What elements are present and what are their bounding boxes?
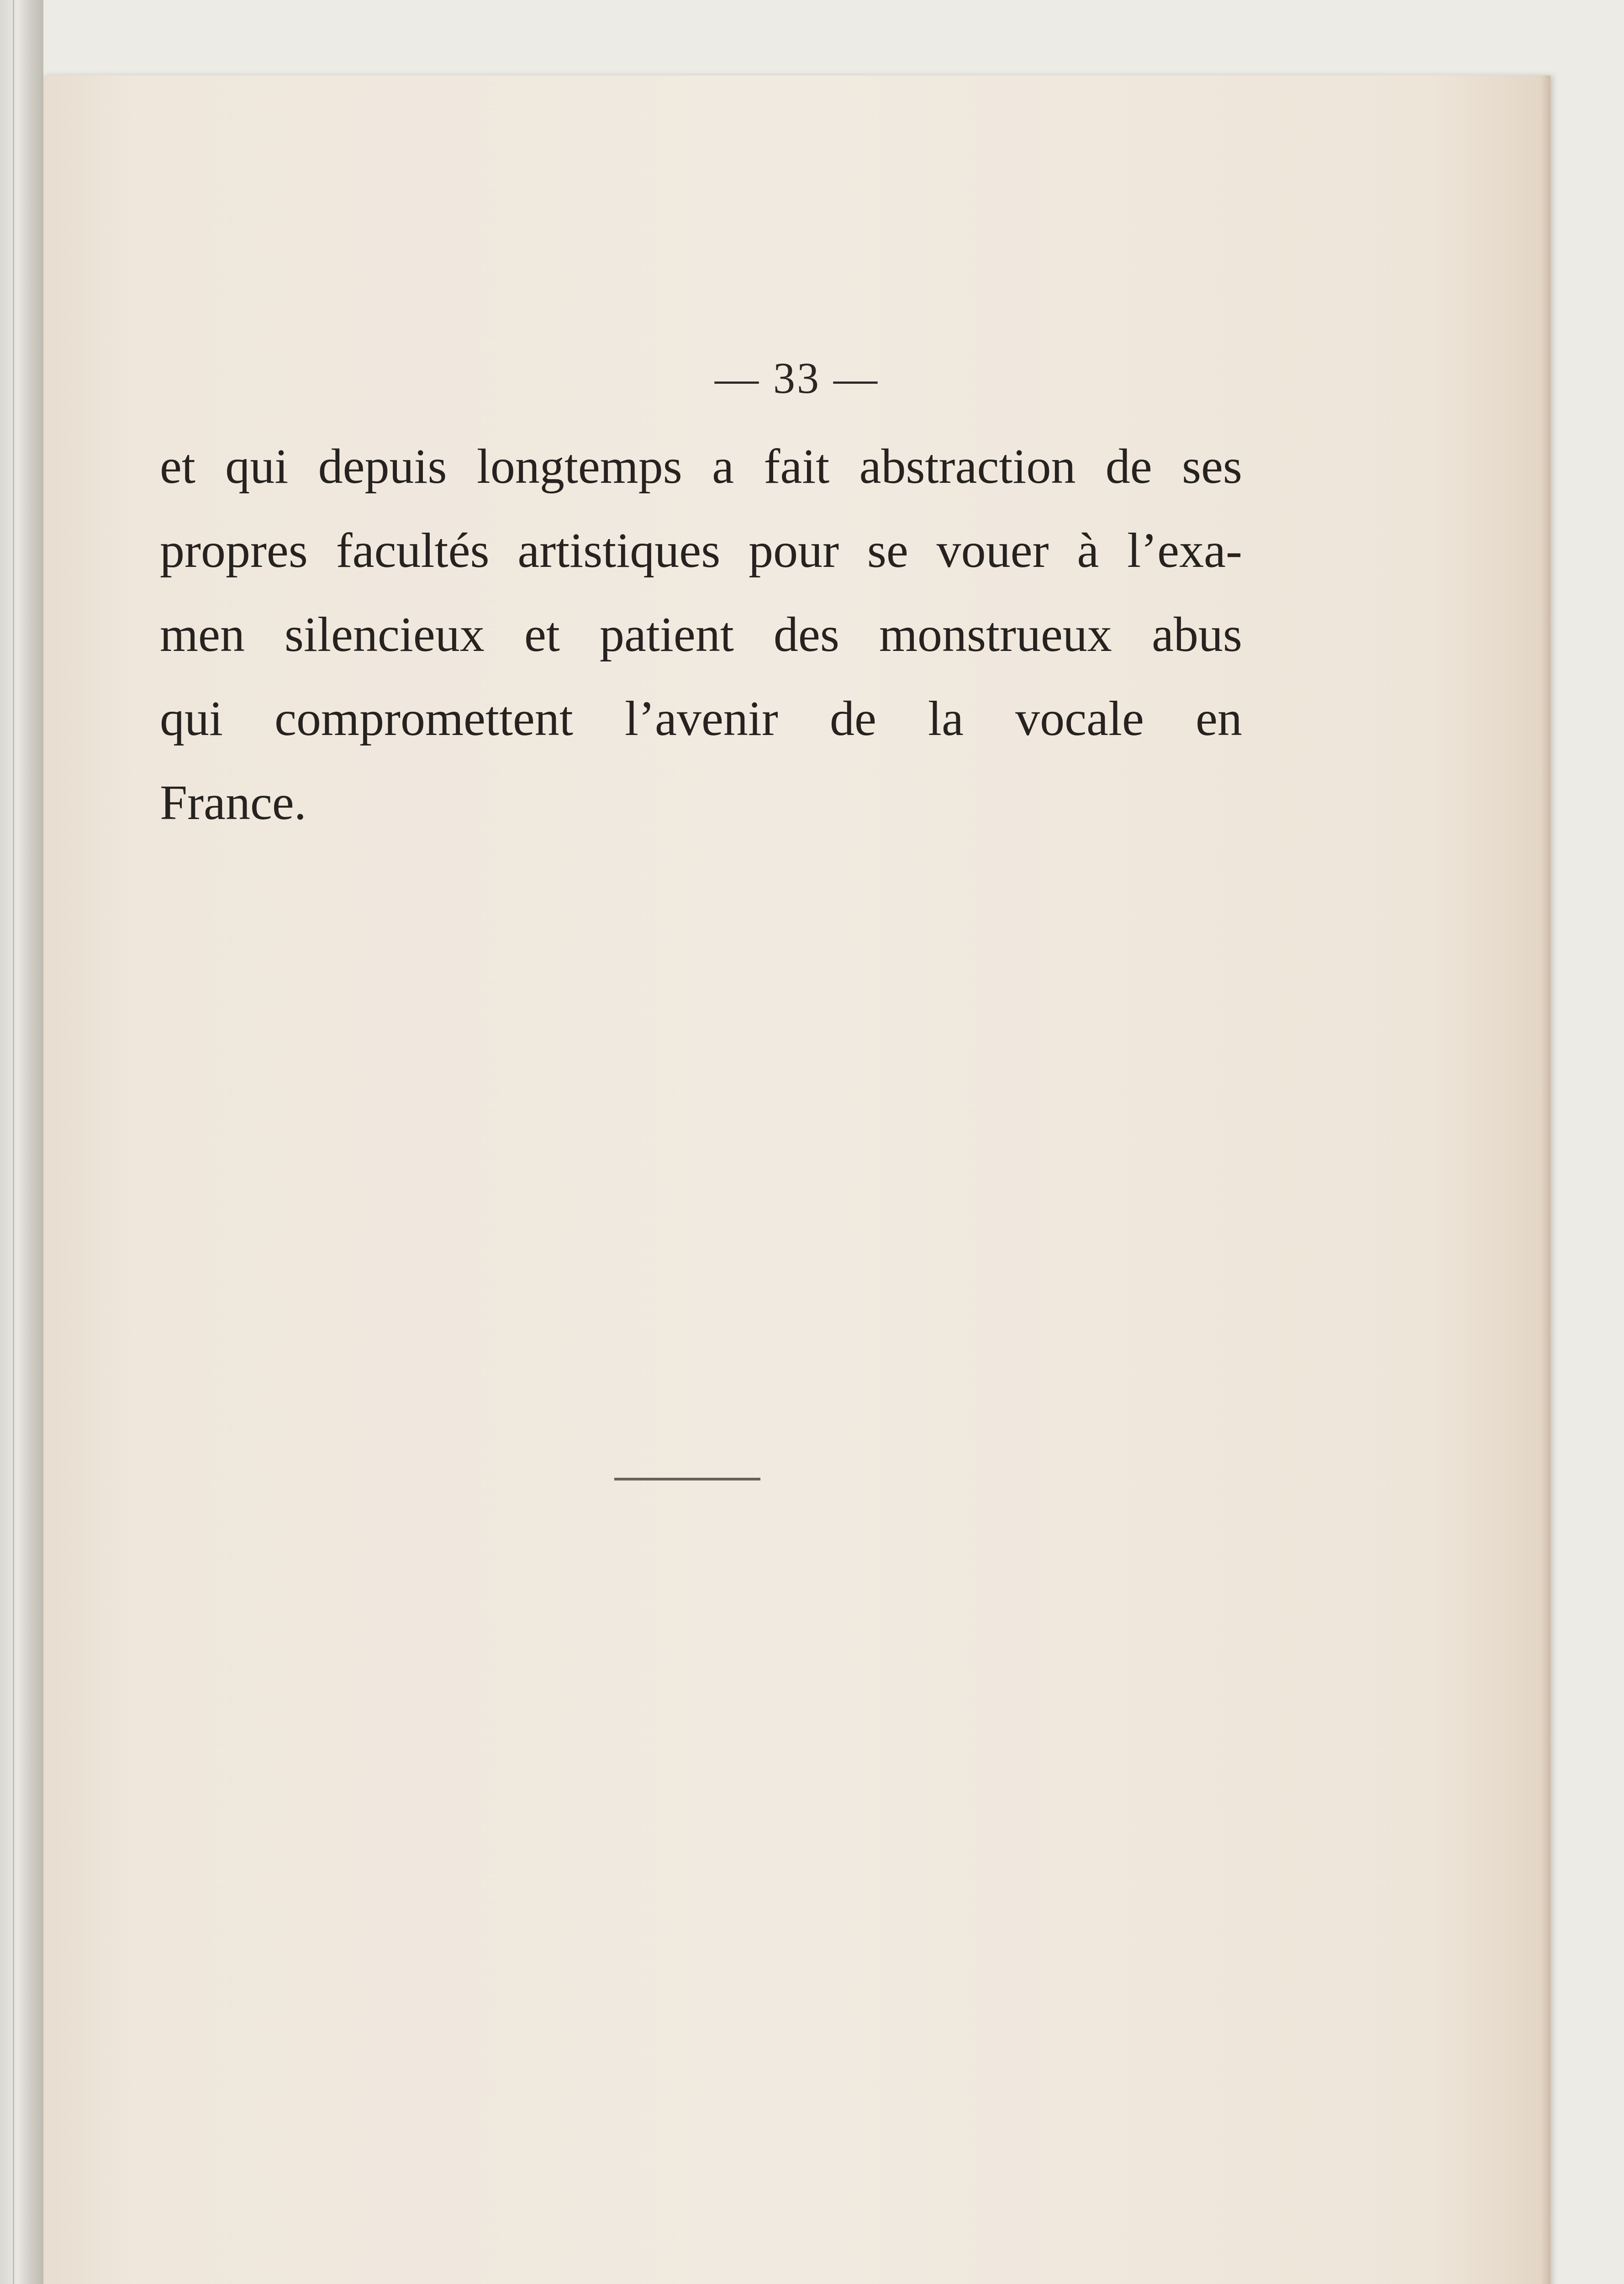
word: et — [160, 439, 195, 494]
word: pour — [749, 523, 839, 578]
word: des — [773, 608, 839, 662]
word: ses — [1181, 439, 1242, 494]
text-line — [160, 677, 1242, 761]
word: qui — [160, 692, 223, 746]
word: a — [712, 439, 734, 494]
word: France. — [160, 776, 306, 830]
word: et — [524, 608, 560, 662]
word: abstraction — [859, 439, 1076, 494]
text-line — [160, 593, 1242, 677]
word: monstrueux — [879, 608, 1112, 662]
word: silencieux — [285, 608, 485, 662]
word: patient — [599, 608, 734, 662]
word: à — [1077, 523, 1099, 578]
word: depuis — [318, 439, 447, 494]
word: artistiques — [517, 523, 721, 578]
word: vouer — [936, 523, 1049, 578]
book-page — [43, 75, 1550, 2284]
word: vocale — [1015, 692, 1144, 746]
book-spine — [0, 0, 43, 2284]
text-line — [160, 509, 1242, 593]
word: fait — [764, 439, 830, 494]
word: de — [1105, 439, 1152, 494]
word: facultés — [336, 523, 490, 578]
word: l’exa- — [1127, 523, 1242, 578]
word: propres — [160, 523, 308, 578]
page-edge — [1540, 75, 1550, 2284]
word: men — [160, 608, 245, 662]
word: l’avenir — [625, 692, 778, 746]
spine-edge-line — [13, 0, 14, 2284]
word: compromettent — [274, 692, 573, 746]
word: la — [928, 692, 964, 746]
word: de — [829, 692, 876, 746]
word: abus — [1151, 608, 1242, 662]
word: en — [1196, 692, 1242, 746]
text-line — [160, 761, 1242, 845]
word: qui — [225, 439, 289, 494]
bleed-through-rule — [614, 1478, 760, 1480]
page-number-header: — 33 — — [715, 354, 879, 402]
text-line — [160, 425, 1242, 509]
body-text — [160, 425, 1242, 845]
word: longtemps — [476, 439, 682, 494]
word: se — [867, 523, 908, 578]
